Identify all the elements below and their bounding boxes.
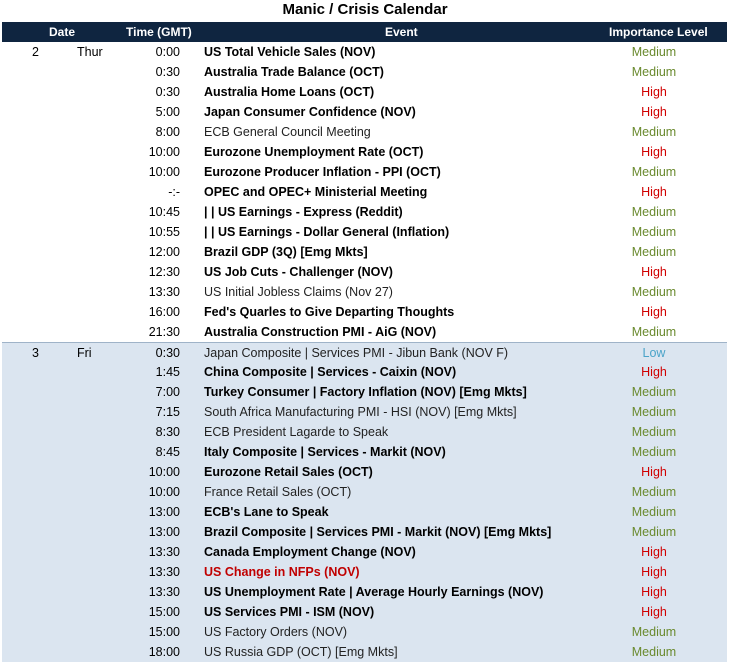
time-cell: 21:30 [148,325,180,339]
event-cell: Italy Composite | Services - Markit (NOV) [204,445,446,459]
event-cell: Australia Construction PMI - AiG (NOV) [204,325,437,339]
event-cell: Fed's Quarles to Give Departing Thoughts [204,305,455,319]
time-cell: 0:30 [155,65,180,79]
table-header [2,22,727,42]
page-title: Manic / Crisis Calendar [282,1,448,18]
table-row [2,542,727,562]
table-row [2,382,727,402]
table-row [2,282,727,302]
table-row [2,122,727,142]
event-cell: Australia Home Loans (OCT) [204,85,375,99]
event-cell: Japan Composite | Services PMI - Jibun Bank (NOV F) [204,346,509,360]
event-cell: US Job Cuts - Challenger (NOV) [204,265,393,279]
event-cell: ECB President Lagarde to Speak [204,425,389,439]
table-row [2,102,727,122]
importance-cell: Medium [631,505,677,519]
importance-cell: Medium [631,645,677,659]
importance-cell: Medium [631,325,677,339]
event-cell: US Total Vehicle Sales (NOV) [204,45,376,59]
table-row [2,402,727,422]
importance-cell: Medium [631,245,677,259]
event-cell: Brazil Composite | Services PMI - Markit (NOV) [Emg Mkts] [204,525,552,539]
importance-cell: High [641,545,667,559]
event-cell: South Africa Manufacturing PMI - HSI (NOV) [Emg Mkts] [204,405,517,419]
table-row [2,422,727,442]
time-cell: 10:00 [148,145,180,159]
table-row [2,62,727,82]
importance-cell: High [641,585,667,599]
importance-cell: Medium [631,165,677,179]
event-cell: China Composite | Services - Caixin (NOV) [204,365,457,379]
event-cell: | | US Earnings - Dollar General (Inflation) [204,225,450,239]
importance-cell: High [641,565,667,579]
importance-cell: Medium [631,445,677,459]
importance-cell: Medium [631,525,677,539]
importance-cell: Medium [631,205,677,219]
time-cell: 0:00 [155,45,180,59]
table-row [2,482,727,502]
event-cell: Eurozone Unemployment Rate (OCT) [204,145,424,159]
event-cell: Brazil GDP (3Q) [Emg Mkts] [204,245,368,259]
importance-cell: Medium [631,425,677,439]
table-row [2,162,727,182]
importance-cell: High [641,305,667,319]
time-cell: 1:45 [155,365,180,379]
time-cell: 7:00 [155,385,180,399]
importance-cell: Medium [631,45,677,59]
event-cell: France Retail Sales (OCT) [204,485,352,499]
table-row [2,42,727,62]
table-row [2,582,727,602]
table-row [2,462,727,482]
time-cell: 0:30 [155,346,180,360]
importance-cell: High [641,185,667,199]
table-row [2,302,727,322]
event-cell: US Initial Jobless Claims (Nov 27) [204,285,393,299]
time-cell: 13:00 [148,525,180,539]
event-cell: Turkey Consumer | Factory Inflation (NOV) [Emg Mkts] [204,385,527,399]
header-date: Date [49,25,76,39]
time-cell: 12:00 [148,245,180,259]
time-cell: 7:15 [155,405,180,419]
time-cell: 13:30 [148,545,180,559]
importance-cell: High [641,605,667,619]
table-row [2,202,727,222]
event-cell: US Change in NFPs (NOV) [204,565,360,579]
table-row [2,322,727,342]
time-cell: 8:45 [155,445,180,459]
event-cell: US Factory Orders (NOV) [204,625,348,639]
importance-cell: Low [642,346,666,360]
event-cell: | | US Earnings - Express (Reddit) [204,205,403,219]
importance-cell: Medium [631,65,677,79]
time-cell: 13:00 [148,505,180,519]
event-cell: Canada Employment Change (NOV) [204,545,416,559]
time-cell: 15:00 [148,605,180,619]
importance-cell: High [641,85,667,99]
event-cell: Eurozone Retail Sales (OCT) [204,465,373,479]
time-cell: 10:55 [148,225,180,239]
time-cell: 8:00 [155,125,180,139]
time-cell: 13:30 [148,285,180,299]
header-importance: Importance Level [609,25,708,39]
time-cell: 10:00 [148,465,180,479]
table-row [2,622,727,642]
event-cell: ECB General Council Meeting [204,125,371,139]
importance-cell: High [641,105,667,119]
table-row [2,182,727,202]
time-cell: 13:30 [148,565,180,579]
event-cell: Australia Trade Balance (OCT) [204,65,384,79]
date-cell: 2 [32,45,39,59]
time-cell: 12:30 [148,265,180,279]
table-row [2,82,727,102]
event-cell: US Services PMI - ISM (NOV) [204,605,375,619]
importance-cell: Medium [631,225,677,239]
day-cell: Fri [77,346,92,360]
importance-cell: Medium [631,405,677,419]
table-row [2,562,727,582]
time-cell: -:- [168,185,180,199]
table-row [2,442,727,462]
table-row [2,502,727,522]
event-cell: OPEC and OPEC+ Ministerial Meeting [204,185,428,199]
importance-cell: Medium [631,485,677,499]
table-row [2,262,727,282]
importance-cell: High [641,365,667,379]
table-row [2,602,727,622]
table-row [2,242,727,262]
event-cell: Japan Consumer Confidence (NOV) [204,105,416,119]
time-cell: 18:00 [148,645,180,659]
table-row [2,222,727,242]
importance-cell: Medium [631,625,677,639]
event-cell: ECB's Lane to Speak [204,505,329,519]
table-row [2,342,727,362]
importance-cell: Medium [631,285,677,299]
table-row [2,522,727,542]
table-row [2,642,727,662]
header-event: Event [385,25,418,39]
time-cell: 10:00 [148,485,180,499]
time-cell: 15:00 [148,625,180,639]
time-cell: 8:30 [155,425,180,439]
date-cell: 3 [32,346,39,360]
day-cell: Thur [77,45,103,59]
header-time: Time (GMT) [126,25,192,39]
importance-cell: High [641,465,667,479]
time-cell: 10:45 [148,205,180,219]
event-cell: US Unemployment Rate | Average Hourly Earnings (NOV) [204,585,544,599]
event-cell: Eurozone Producer Inflation - PPI (OCT) [204,165,441,179]
time-cell: 5:00 [155,105,180,119]
table-row [2,362,727,382]
importance-cell: High [641,145,667,159]
importance-cell: High [641,265,667,279]
importance-cell: Medium [631,125,677,139]
time-cell: 0:30 [155,85,180,99]
time-cell: 10:00 [148,165,180,179]
calendar-table [2,42,727,662]
table-row [2,142,727,162]
time-cell: 16:00 [148,305,180,319]
time-cell: 13:30 [148,585,180,599]
importance-cell: Medium [631,385,677,399]
event-cell: US Russia GDP (OCT) [Emg Mkts] [204,645,398,659]
